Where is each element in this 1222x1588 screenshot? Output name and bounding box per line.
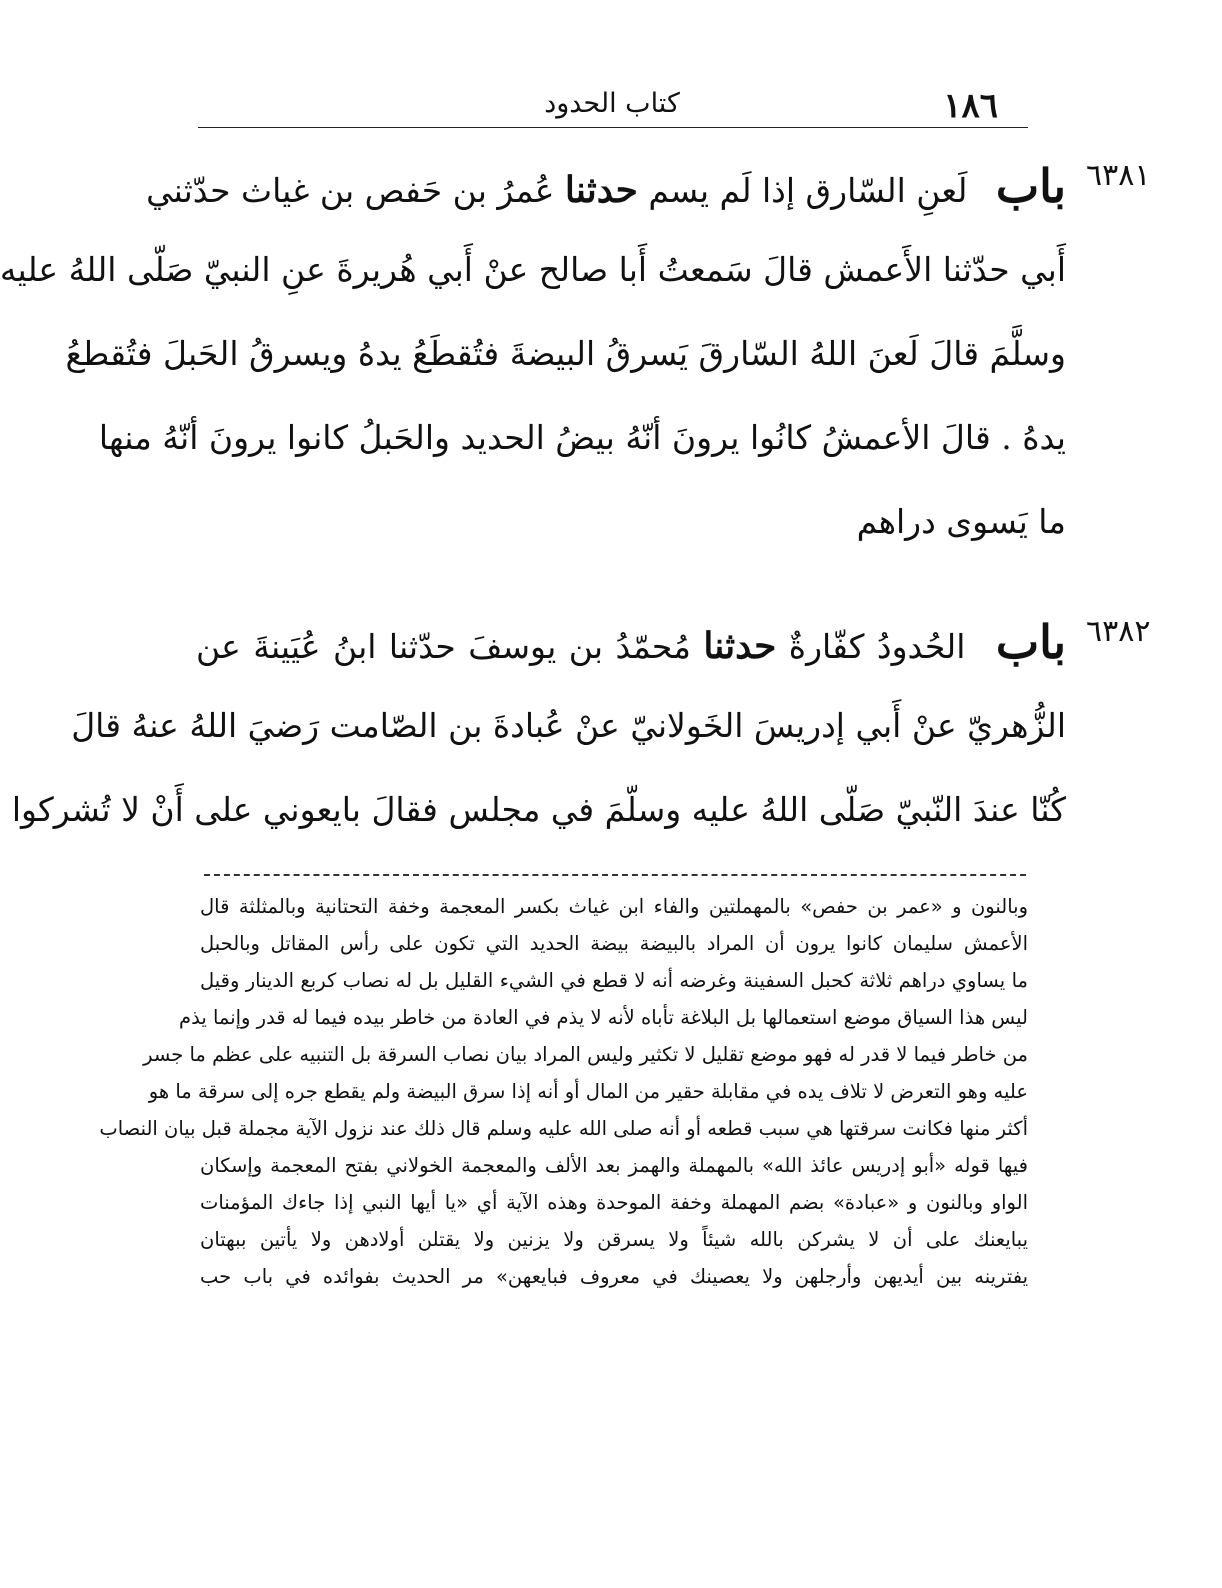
page-number: ١٨٦ [943,86,998,126]
hadith-line [196,600,1066,684]
hadith-line: أَبي حدّثنا الأَعمش قالَ سَمعتُ أَبا صالح عنْ أَبي هُريرةَ عنِ النبيّ صَلّى اللهُ عليه [0,250,1066,289]
footnote-line: عليه وهو التعرض لا تلاف يده في مقابلة حقير من المال أو أنه إذا سرق البيضة ولم يقطع جره إلى سرقة ما هو [148,1080,1028,1103]
footnote-line: وبالنون و «عمر بن حفص» بالمهملتين والفاء ابن غياث بكسر المعجمة وخفة التحتانية وبالمثلثة قال [200,895,1028,918]
commentary-footnotes [99,888,1028,1295]
isnad-text: مُحمّدُ بن يوسفَ حدّثنا ابنُ عُيَينةَ عن [196,627,691,666]
hadith-number: ٦٣٨١ [1086,158,1151,193]
footnote-line: من خاطر فيما لا قدر له فهو موضع تقليل لا تكثير وليس المراد بيان نصاب السرقة بل التنبيه على عظم ما جسر [143,1043,1028,1066]
bab-heading: باب [995,615,1066,669]
isnad-text: عُمرُ بن حَفص بن غياث حدّثني [146,171,555,210]
hadith-line [146,144,1066,228]
running-head [196,78,1028,128]
hadith-block [0,144,1151,564]
hadith-line: كُنّا عندَ النّبيّ صَلّى اللهُ عليه وسلّمَ في مجلس فقالَ بايعوني على أَنْ لا تُشركوا [11,790,1066,829]
haddathana-marker: حدثنا [564,169,638,211]
bab-heading: باب [995,159,1066,213]
footnote-line: يفترينه بين أيديهن وأرجلهن ولا يعصينك في معروف فبايعهن» مر الحديث بفوائده في باب حب [200,1265,1028,1288]
footnote-line: أكثر منها فكانت سرقتها هي سبب قطعه أو أنه صلى الله عليه وسلم قال ذلك عند نزول الآية مجملة قبل بيان النصاب [99,1117,1028,1140]
footnote-line: الواو وبالنون و «عبادة» بضم المهملة وخفة الموحدة وهذه الآية أي «يا أيها النبي إذا جاءك المؤمنات [200,1191,1028,1214]
book-title: كتاب الحدود [544,88,680,119]
hadith-number: ٦٣٨٢ [1086,614,1151,649]
footnote-line: ليس هذا السياق موضع استعمالها بل البلاغة تأباه لأنه لا يذم في العادة من خاطر بيده فيما له قدر وإنما يذم [179,1006,1028,1029]
header-rule [198,127,1028,128]
footnote-line: فيها قوله «أبو إدريس عائذ الله» بالمهملة والهمز بعد الألف والمعجمة الخولاني بفتح المعجمة وإسكان [200,1154,1028,1177]
bab-title: الحُدودُ كفّارةٌ [788,627,966,666]
hadith-line: يدهُ . قالَ الأعمشُ كانُوا يرونَ أنّهُ بيضُ الحديد والحَبلُ كانوا يرونَ أنّهُ منها [98,418,1066,457]
footnote-line: يبايعنك على أن لا يشركن بالله شيئاً ولا يسرقن ولا يزنين ولا يقتلن أولادهن ولا يأتين ببهتان [200,1228,1028,1251]
haddathana-marker: حدثنا [703,625,777,667]
footnote-line: ما يساوي دراهم ثلاثة كحبل السفينة وغرضه أنه لا قطع في الشيء القليل بل له نصاب كربع الدينار وقيل [200,969,1028,992]
hadith-line: ما يَسوى دراهم [856,502,1066,541]
footnote-separator [204,874,1026,876]
hadith-line: وسلَّمَ قالَ لَعنَ اللهُ السّارقَ يَسرقُ البيضةَ فتُقطَعُ يدهُ ويسرقُ الحَبلَ فتُقطعُ [65,334,1066,373]
hadith-line: الزُّهريّ عنْ أَبي إدريسَ الخَولانيّ عنْ عُبادةَ بن الصّامت رَضيَ اللهُ عنهُ قالَ [71,706,1066,745]
hadith-block [11,600,1151,852]
footnote-line: الأعمش سليمان كانوا يرون أن المراد بالبيضة بيضة الحديد التي تكون على رأس المقاتل وبالحبل [200,932,1028,955]
bab-title: لَعنِ السّارق إذا لَم يسم [648,171,968,210]
